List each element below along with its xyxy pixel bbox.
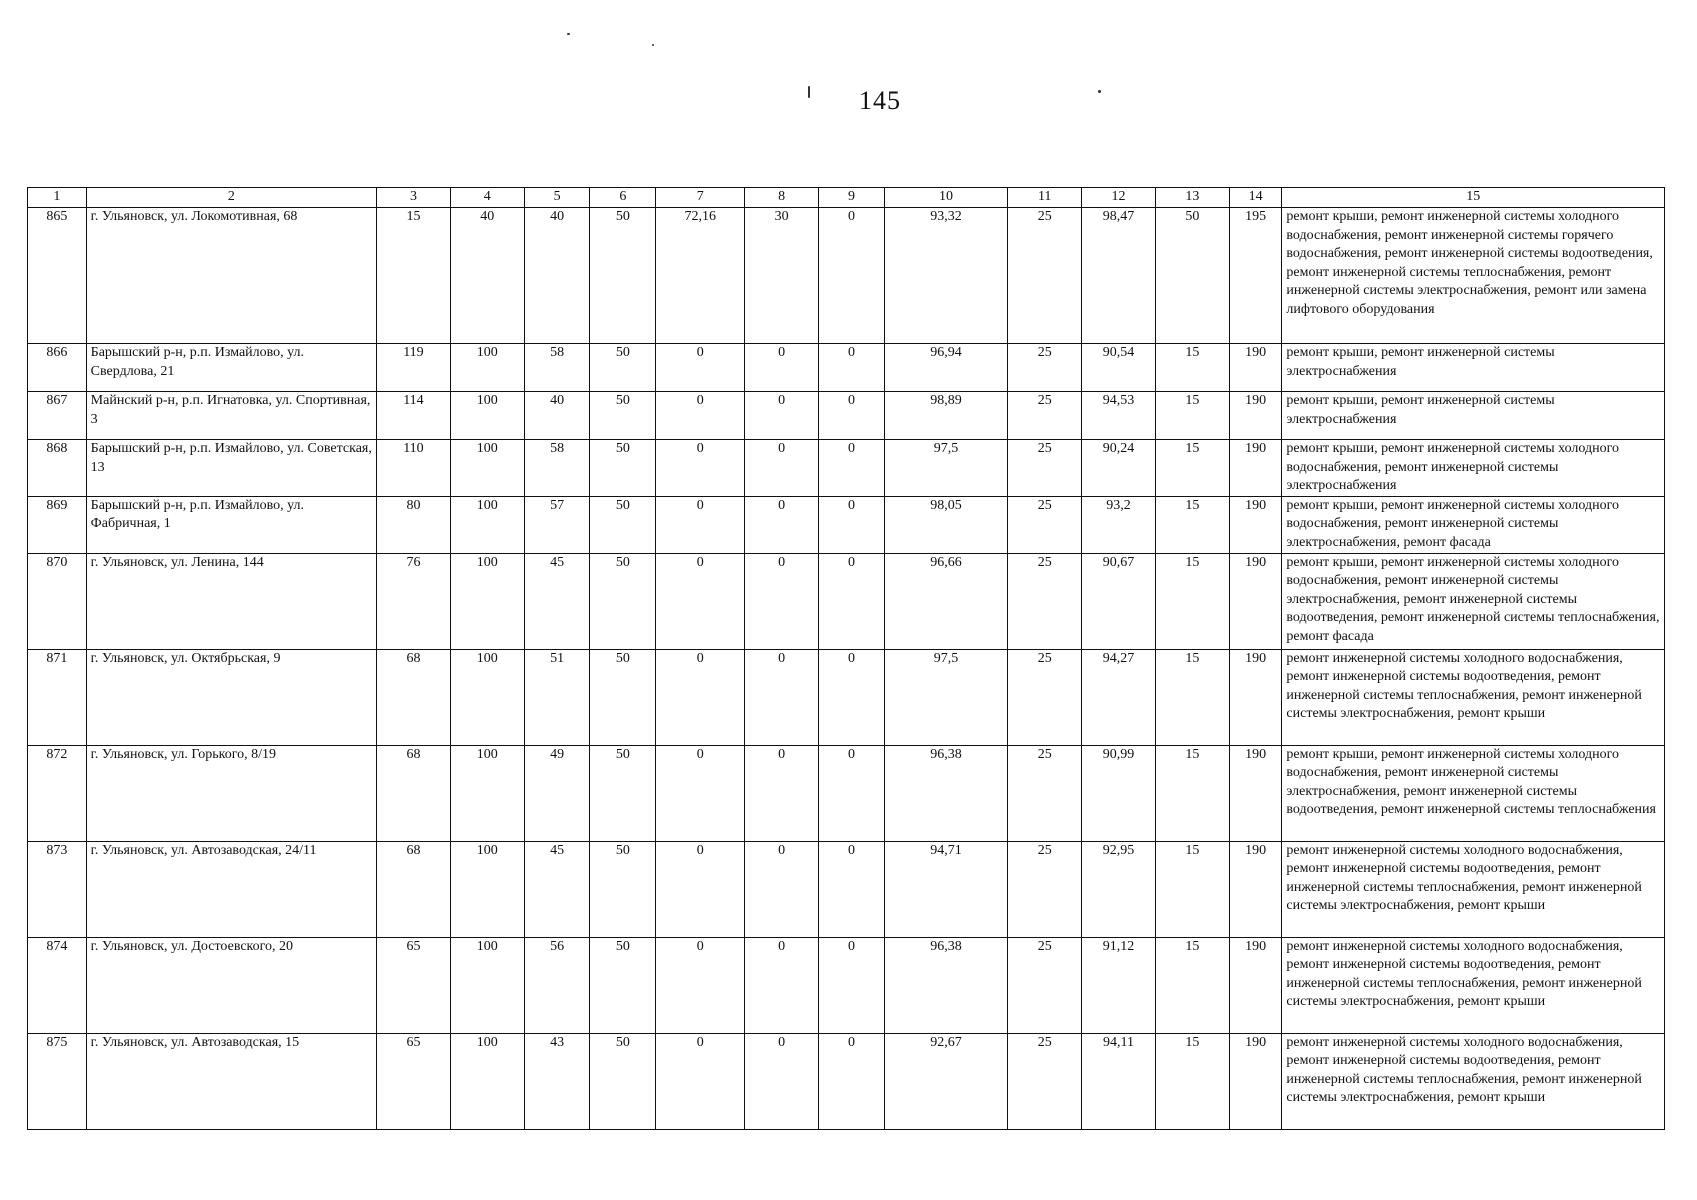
column-header-2: 2: [86, 188, 376, 208]
value-cell-col-6: 50: [590, 745, 656, 841]
value-cell-col-5: 58: [524, 344, 590, 392]
scan-speck: [1098, 90, 1101, 93]
column-header-12: 12: [1082, 188, 1156, 208]
value-cell-col-11: 25: [1008, 937, 1082, 1033]
address-cell: г. Ульяновск, ул. Автозаводская, 15: [86, 1033, 376, 1129]
value-cell-col-14: 190: [1229, 649, 1282, 745]
value-cell-col-12: 90,99: [1082, 745, 1156, 841]
value-cell-col-14: 190: [1229, 496, 1282, 553]
value-cell-col-12: 94,53: [1082, 392, 1156, 440]
value-cell-col-4: 100: [450, 553, 524, 649]
works-cell: ремонт инженерной системы холодного водоснабжения, ремонт инженерной системы водоотведения, ремонт инженерной системы теплоснабжения, ремонт инженерной системы электроснабжения, ремонт крыши: [1282, 1033, 1665, 1129]
value-cell-col-13: 15: [1155, 937, 1229, 1033]
scan-speck: [652, 44, 654, 46]
works-cell: ремонт крыши, ремонт инженерной системы холодного водоснабжения, ремонт инженерной системы электроснабжения, ремонт инженерной системы водоотведения, ремонт инженерной системы теплоснабжения: [1282, 745, 1665, 841]
value-cell-col-9: 0: [819, 553, 885, 649]
header-row: [28, 188, 1665, 208]
table-row: [28, 496, 1665, 553]
value-cell-col-13: 15: [1155, 1033, 1229, 1129]
value-cell-col-9: 0: [819, 937, 885, 1033]
value-cell-col-3: 76: [377, 553, 451, 649]
table-row: [28, 649, 1665, 745]
value-cell-col-5: 56: [524, 937, 590, 1033]
column-header-6: 6: [590, 188, 656, 208]
address-cell: Майнский р-н, р.п. Игнатовка, ул. Спортивная, 3: [86, 392, 376, 440]
table-row: [28, 344, 1665, 392]
value-cell-col-3: 114: [377, 392, 451, 440]
value-cell-col-13: 15: [1155, 649, 1229, 745]
address-cell: г. Ульяновск, ул. Достоевского, 20: [86, 937, 376, 1033]
value-cell-col-9: 0: [819, 745, 885, 841]
value-cell-col-8: 0: [745, 1033, 819, 1129]
value-cell-col-10: 92,67: [884, 1033, 1007, 1129]
page-number: 145: [859, 86, 901, 115]
value-cell-col-10: 98,89: [884, 392, 1007, 440]
value-cell-col-13: 15: [1155, 440, 1229, 497]
column-header-3: 3: [377, 188, 451, 208]
value-cell-col-7: 0: [656, 745, 745, 841]
table-row: [28, 937, 1665, 1033]
value-cell-col-5: 45: [524, 553, 590, 649]
value-cell-col-10: 96,38: [884, 745, 1007, 841]
value-cell-col-5: 58: [524, 440, 590, 497]
value-cell-col-4: 100: [450, 937, 524, 1033]
value-cell-col-3: 68: [377, 745, 451, 841]
value-cell-col-8: 0: [745, 392, 819, 440]
table-row: [28, 208, 1665, 344]
value-cell-col-13: 15: [1155, 496, 1229, 553]
value-cell-col-8: 0: [745, 649, 819, 745]
scan-speck: [567, 33, 570, 35]
value-cell-col-14: 190: [1229, 1033, 1282, 1129]
value-cell-col-11: 25: [1008, 1033, 1082, 1129]
value-cell-col-12: 93,2: [1082, 496, 1156, 553]
value-cell-col-6: 50: [590, 649, 656, 745]
value-cell-col-13: 15: [1155, 392, 1229, 440]
table-row: [28, 1033, 1665, 1129]
table-row: [28, 553, 1665, 649]
row-number: 872: [28, 745, 87, 841]
value-cell-col-3: 68: [377, 649, 451, 745]
address-cell: Барышский р-н, р.п. Измайлово, ул. Свердлова, 21: [86, 344, 376, 392]
column-header-8: 8: [745, 188, 819, 208]
value-cell-col-9: 0: [819, 649, 885, 745]
value-cell-col-11: 25: [1008, 392, 1082, 440]
value-cell-col-10: 94,71: [884, 841, 1007, 937]
value-cell-col-11: 25: [1008, 440, 1082, 497]
value-cell-col-7: 0: [656, 553, 745, 649]
address-cell: г. Ульяновск, ул. Ленина, 144: [86, 553, 376, 649]
value-cell-col-10: 97,5: [884, 649, 1007, 745]
table-row: [28, 392, 1665, 440]
works-cell: ремонт инженерной системы холодного водоснабжения, ремонт инженерной системы водоотведения, ремонт инженерной системы теплоснабжения, ремонт инженерной системы электроснабжения, ремонт крыши: [1282, 649, 1665, 745]
value-cell-col-5: 45: [524, 841, 590, 937]
value-cell-col-3: 119: [377, 344, 451, 392]
value-cell-col-5: 51: [524, 649, 590, 745]
value-cell-col-6: 50: [590, 841, 656, 937]
value-cell-col-9: 0: [819, 208, 885, 344]
value-cell-col-4: 100: [450, 841, 524, 937]
value-cell-col-3: 68: [377, 841, 451, 937]
value-cell-col-5: 43: [524, 1033, 590, 1129]
column-header-15: 15: [1282, 188, 1665, 208]
value-cell-col-10: 96,94: [884, 344, 1007, 392]
works-cell: ремонт крыши, ремонт инженерной системы холодного водоснабжения, ремонт инженерной системы электроснабжения: [1282, 440, 1665, 497]
row-number: 869: [28, 496, 87, 553]
row-number: 868: [28, 440, 87, 497]
value-cell-col-10: 97,5: [884, 440, 1007, 497]
value-cell-col-14: 190: [1229, 344, 1282, 392]
value-cell-col-11: 25: [1008, 649, 1082, 745]
value-cell-col-13: 15: [1155, 841, 1229, 937]
value-cell-col-6: 50: [590, 344, 656, 392]
address-cell: Барышский р-н, р.п. Измайлово, ул. Советская, 13: [86, 440, 376, 497]
works-cell: ремонт крыши, ремонт инженерной системы холодного водоснабжения, ремонт инженерной системы электроснабжения, ремонт фасада: [1282, 496, 1665, 553]
works-cell: ремонт инженерной системы холодного водоснабжения, ремонт инженерной системы водоотведения, ремонт инженерной системы теплоснабжения, ремонт инженерной системы электроснабжения, ремонт крыши: [1282, 841, 1665, 937]
value-cell-col-6: 50: [590, 440, 656, 497]
address-cell: г. Ульяновск, ул. Горького, 8/19: [86, 745, 376, 841]
address-cell: г. Ульяновск, ул. Локомотивная, 68: [86, 208, 376, 344]
column-header-10: 10: [884, 188, 1007, 208]
value-cell-col-5: 49: [524, 745, 590, 841]
value-cell-col-10: 98,05: [884, 496, 1007, 553]
column-header-14: 14: [1229, 188, 1282, 208]
value-cell-col-14: 190: [1229, 553, 1282, 649]
row-number: 874: [28, 937, 87, 1033]
row-number: 866: [28, 344, 87, 392]
column-header-1: 1: [28, 188, 87, 208]
works-cell: ремонт крыши, ремонт инженерной системы холодного водоснабжения, ремонт инженерной системы горячего водоснабжения, ремонт инженерной системы водоотведения, ремонт инженерной системы теплоснабжения, ремонт инженерной системы электроснабжения, ремонт или замена лифтового оборудования: [1282, 208, 1665, 344]
row-number: 873: [28, 841, 87, 937]
value-cell-col-3: 65: [377, 937, 451, 1033]
column-header-7: 7: [656, 188, 745, 208]
register-table: [27, 187, 1665, 1130]
column-header-5: 5: [524, 188, 590, 208]
value-cell-col-10: 96,66: [884, 553, 1007, 649]
address-cell: г. Ульяновск, ул. Автозаводская, 24/11: [86, 841, 376, 937]
value-cell-col-6: 50: [590, 496, 656, 553]
value-cell-col-12: 91,12: [1082, 937, 1156, 1033]
column-header-11: 11: [1008, 188, 1082, 208]
value-cell-col-7: 0: [656, 392, 745, 440]
value-cell-col-4: 100: [450, 745, 524, 841]
value-cell-col-4: 100: [450, 1033, 524, 1129]
value-cell-col-4: 100: [450, 344, 524, 392]
value-cell-col-4: 100: [450, 392, 524, 440]
value-cell-col-11: 25: [1008, 841, 1082, 937]
table-row: [28, 841, 1665, 937]
value-cell-col-6: 50: [590, 1033, 656, 1129]
value-cell-col-8: 0: [745, 440, 819, 497]
value-cell-col-3: 15: [377, 208, 451, 344]
value-cell-col-14: 190: [1229, 841, 1282, 937]
value-cell-col-9: 0: [819, 496, 885, 553]
row-number: 867: [28, 392, 87, 440]
value-cell-col-6: 50: [590, 553, 656, 649]
value-cell-col-10: 96,38: [884, 937, 1007, 1033]
value-cell-col-11: 25: [1008, 745, 1082, 841]
value-cell-col-9: 0: [819, 392, 885, 440]
value-cell-col-8: 0: [745, 937, 819, 1033]
works-cell: ремонт крыши, ремонт инженерной системы холодного водоснабжения, ремонт инженерной системы электроснабжения, ремонт инженерной системы водоотведения, ремонт инженерной системы теплоснабжения, ремонт фасада: [1282, 553, 1665, 649]
value-cell-col-12: 90,24: [1082, 440, 1156, 497]
value-cell-col-11: 25: [1008, 553, 1082, 649]
row-number: 871: [28, 649, 87, 745]
value-cell-col-12: 90,54: [1082, 344, 1156, 392]
value-cell-col-5: 40: [524, 392, 590, 440]
value-cell-col-9: 0: [819, 440, 885, 497]
value-cell-col-12: 92,95: [1082, 841, 1156, 937]
value-cell-col-3: 110: [377, 440, 451, 497]
value-cell-col-14: 190: [1229, 392, 1282, 440]
value-cell-col-14: 190: [1229, 745, 1282, 841]
row-number: 875: [28, 1033, 87, 1129]
scan-speck: [808, 86, 810, 98]
value-cell-col-7: 0: [656, 841, 745, 937]
value-cell-col-8: 0: [745, 496, 819, 553]
value-cell-col-7: 0: [656, 1033, 745, 1129]
value-cell-col-5: 57: [524, 496, 590, 553]
value-cell-col-4: 100: [450, 496, 524, 553]
value-cell-col-4: 100: [450, 440, 524, 497]
value-cell-col-7: 0: [656, 649, 745, 745]
value-cell-col-14: 190: [1229, 937, 1282, 1033]
value-cell-col-14: 195: [1229, 208, 1282, 344]
value-cell-col-14: 190: [1229, 440, 1282, 497]
works-cell: ремонт инженерной системы холодного водоснабжения, ремонт инженерной системы водоотведения, ремонт инженерной системы теплоснабжения, ремонт инженерной системы электроснабжения, ремонт крыши: [1282, 937, 1665, 1033]
value-cell-col-7: 0: [656, 496, 745, 553]
value-cell-col-12: 94,27: [1082, 649, 1156, 745]
table-row: [28, 440, 1665, 497]
value-cell-col-13: 15: [1155, 553, 1229, 649]
works-cell: ремонт крыши, ремонт инженерной системы электроснабжения: [1282, 392, 1665, 440]
table-body: [28, 208, 1665, 1130]
value-cell-col-7: 0: [656, 440, 745, 497]
table-row: [28, 745, 1665, 841]
value-cell-col-4: 100: [450, 649, 524, 745]
value-cell-col-8: 30: [745, 208, 819, 344]
value-cell-col-11: 25: [1008, 208, 1082, 344]
column-header-13: 13: [1155, 188, 1229, 208]
value-cell-col-4: 40: [450, 208, 524, 344]
value-cell-col-13: 15: [1155, 344, 1229, 392]
value-cell-col-8: 0: [745, 344, 819, 392]
value-cell-col-6: 50: [590, 937, 656, 1033]
value-cell-col-6: 50: [590, 392, 656, 440]
value-cell-col-3: 65: [377, 1033, 451, 1129]
works-cell: ремонт крыши, ремонт инженерной системы электроснабжения: [1282, 344, 1665, 392]
value-cell-col-13: 50: [1155, 208, 1229, 344]
value-cell-col-8: 0: [745, 841, 819, 937]
value-cell-col-8: 0: [745, 745, 819, 841]
value-cell-col-6: 50: [590, 208, 656, 344]
value-cell-col-10: 93,32: [884, 208, 1007, 344]
value-cell-col-5: 40: [524, 208, 590, 344]
value-cell-col-9: 0: [819, 841, 885, 937]
value-cell-col-12: 98,47: [1082, 208, 1156, 344]
row-number: 865: [28, 208, 87, 344]
address-cell: г. Ульяновск, ул. Октябрьская, 9: [86, 649, 376, 745]
value-cell-col-9: 0: [819, 344, 885, 392]
address-cell: Барышский р-н, р.п. Измайлово, ул. Фабричная, 1: [86, 496, 376, 553]
value-cell-col-9: 0: [819, 1033, 885, 1129]
value-cell-col-12: 90,67: [1082, 553, 1156, 649]
value-cell-col-3: 80: [377, 496, 451, 553]
row-number: 870: [28, 553, 87, 649]
value-cell-col-11: 25: [1008, 496, 1082, 553]
value-cell-col-13: 15: [1155, 745, 1229, 841]
value-cell-col-8: 0: [745, 553, 819, 649]
value-cell-col-7: 0: [656, 937, 745, 1033]
value-cell-col-7: 0: [656, 344, 745, 392]
value-cell-col-11: 25: [1008, 344, 1082, 392]
column-header-4: 4: [450, 188, 524, 208]
value-cell-col-12: 94,11: [1082, 1033, 1156, 1129]
value-cell-col-7: 72,16: [656, 208, 745, 344]
table-header: [28, 188, 1665, 208]
column-header-9: 9: [819, 188, 885, 208]
